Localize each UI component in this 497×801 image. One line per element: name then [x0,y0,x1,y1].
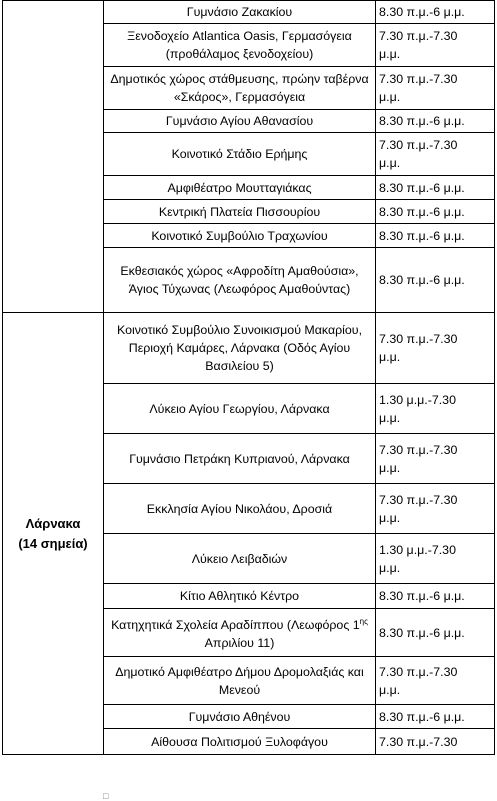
region-cell-larnaca [3,313,104,755]
region-name: Λάρνακα [25,515,81,531]
location-cell [104,657,376,705]
hours-line: 7.30 π.μ.-7.30 [379,492,458,507]
hours-cell [376,248,495,313]
hours-line: 8.30 π.μ.-6 μ.μ. [379,709,465,724]
hours-cell [376,224,495,248]
hours-line: 1.30 μ.μ.-7.30 [379,542,456,557]
location-cell [104,384,376,434]
region-cell-continued [3,1,104,313]
location-text: Κατηχητικά Σχολεία Αραδίππου (Λεωφόρος $1^{\eta\varsigma}$ Απριλίου 11) [111,616,368,651]
location-text: Κοινοτικό Συμβούλιο Συνοικισμού Μακαρίου, Περιοχή Καμάρες, Λάρνακα (Οδός Αγίου Βασιλείου 5) [116,323,363,373]
location-text: Γυμνάσιο Πετράκη Κυπριανού, Λάρνακα [129,451,350,466]
hours-cell [376,609,495,657]
hours-line: 8.30 π.μ.-6 μ.μ. [379,228,465,243]
hours-line: 7.30 π.μ.-7.30 [379,72,458,86]
hours-line: 7.30 π.μ.-7.30 [379,29,458,43]
hours-cell [376,133,495,176]
location-text: Κεντρική Πλατεία Πισσουρίου [158,204,321,219]
vaccination-points-table [2,0,495,755]
hours-line: μ.μ. [379,156,401,170]
hours-line: 7.30 π.μ.-7.30 [379,138,458,152]
hours-line: μ.μ. [379,410,401,425]
location-text: Κίτιο Αθλητικό Κέντρο [179,589,300,603]
location-cell [104,729,376,755]
hours-cell [376,384,495,434]
location-cell [104,484,376,534]
hours-cell [376,200,495,224]
location-text: Κοινοτικό Συμβούλιο Τραχωνίου [151,228,328,243]
location-cell [104,248,376,313]
location-text: Γυμνάσιο Αγίου Αθανασίου [165,114,314,128]
hours-cell [376,24,495,67]
hours-line: μ.μ. [379,510,401,525]
location-cell [104,224,376,248]
hours-line: 8.30 π.μ.-6 μ.μ. [379,114,465,128]
location-cell [104,434,376,484]
hours-cell [376,1,495,24]
location-cell [104,67,376,110]
hours-line: 7.30 π.μ.-7.30 [379,664,458,679]
hours-cell [376,657,495,705]
hours-line: μ.μ. [379,90,401,104]
location-cell [104,24,376,67]
page-footer-mark: □ [103,791,109,801]
hours-cell [376,110,495,133]
hours-line: μ.μ. [379,47,401,61]
location-text: Ξενοδοχείο Atlantica Oasis, Γερμασόγεια (προθάλαμος ξενοδοχείου) [127,29,352,61]
hours-cell [376,705,495,729]
location-cell [104,584,376,609]
location-text: Εκκλησία Αγίου Νικολάου, Δροσιά [146,501,333,516]
hours-line: 8.30 π.μ.-6 μ.μ. [379,589,465,603]
hours-line: 7.30 π.μ.-7.30 [379,734,458,749]
location-cell [104,200,376,224]
hours-cell [376,67,495,110]
hours-line: 8.30 π.μ.-6 μ.μ. [379,204,465,219]
location-text: Αμφιθέατρο Μουτταγιάκας [167,180,312,195]
table-row [3,1,495,24]
hours-line: 8.30 π.μ.-6 μ.μ. [379,5,465,19]
location-cell [104,110,376,133]
hours-cell [376,534,495,584]
location-text: Γυμνάσιο Ζακακίου [186,5,293,19]
hours-cell [376,176,495,200]
hours-line: μ.μ. [379,350,401,364]
hours-cell [376,484,495,534]
hours-cell [376,434,495,484]
hours-line: μ.μ. [379,682,401,697]
region-count: (14 σημεία) [18,535,88,551]
table-row [3,313,495,384]
location-text: Δημοτικό Αμφιθέατρο Δήμου Δρομολαξιάς και Μενεού [115,664,364,697]
ordinal-superscript: ης [359,616,368,626]
location-cell [104,313,376,384]
hours-line: 1.30 μ.μ.-7.30 [379,392,456,407]
hours-line: 8.30 π.μ.-6 μ.μ. [379,180,465,195]
location-text: Αίθουσα Πολιτισμού Ξυλοφάγου [151,734,328,749]
hours-cell [376,313,495,384]
location-text: Λύκειο Αγίου Γεωργίου, Λάρνακα [149,401,330,416]
location-cell [104,133,376,176]
location-cell [104,534,376,584]
location-text: Εκθεσιακός χώρος «Αφροδίτη Αμαθούσια», Άγιος Τύχωνας (Λεωφόρος Αμαθούντας) [120,264,359,296]
hours-cell [376,729,495,755]
location-text: Λύκειο Λειβαδιών [191,551,288,566]
hours-line: 8.30 π.μ.-6 μ.μ. [379,625,465,640]
hours-line: 7.30 π.μ.-7.30 [379,442,458,457]
location-cell [104,609,376,657]
hours-line: μ.μ. [379,560,401,575]
location-text: Γυμνάσιο Αθηένου [188,709,291,724]
hours-line: μ.μ. [379,460,401,475]
location-cell [104,1,376,24]
location-text: Δημοτικός χώρος στάθμευσης, πρώην ταβέρνα «Σκάρος», Γερμασόγεια [110,72,369,104]
hours-cell [376,584,495,609]
location-cell [104,176,376,200]
location-cell [104,705,376,729]
hours-line: 7.30 π.μ.-7.30 [379,332,458,346]
hours-line: 8.30 π.μ.-6 μ.μ. [379,273,465,287]
location-text: Κοινοτικό Στάδιο Ερήμης [171,147,308,161]
